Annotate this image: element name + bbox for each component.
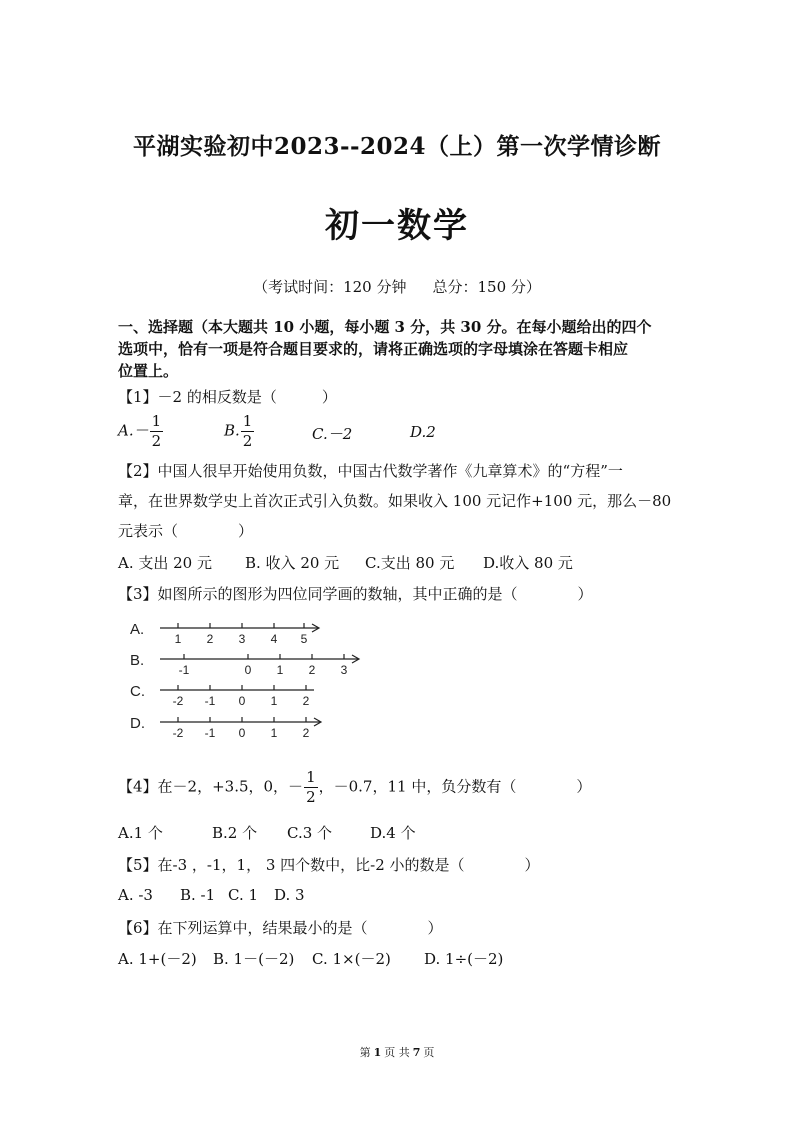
q4-option-c: C.3 个 (287, 824, 333, 842)
page-footer: 第 1 页 共 7 页 (359, 1046, 435, 1059)
q2-option-c: C.支出 80 元 (365, 554, 455, 572)
number-lines-figure (128, 614, 368, 754)
tick-label: 0 (244, 663, 252, 677)
tick-label: 1 (270, 694, 278, 708)
page-total: 7 (412, 1046, 421, 1059)
q4-option-a: A.1 个 (118, 824, 163, 842)
q1-stem: 【1】－2 的相反数是（ ） (118, 388, 337, 406)
q6-option-d: D. 1÷(－2) (424, 950, 504, 968)
q2-line1: 【2】中国人很早开始使用负数，中国古代数学著作《九章算术》的“方程”一 (118, 462, 623, 480)
tick-label: -1 (204, 694, 216, 708)
tick-label: -2 (172, 694, 184, 708)
q1-option-a: A.－ $\frac{1}{2}$ (118, 412, 162, 450)
section-heading-line2: 选项中，恰有一项是符合题目要求的，请将正确选项的字母填涂在答题卡相应 (118, 340, 629, 358)
fraction: $\frac{1}{2}$ (306, 768, 316, 806)
q5-option-b: B. -1 (180, 886, 216, 904)
section-heading-line3: 位置上。 (118, 362, 179, 380)
numline-c-label: C. (130, 683, 145, 700)
school-title: 平湖实验初中2023--2024（上）第一次学情诊断 (132, 133, 662, 160)
q5-option-a: A. -3 (118, 886, 153, 904)
tick-label: 4 (270, 632, 278, 646)
exam-info (0, 276, 794, 297)
numline-a-label: A. (130, 621, 145, 638)
tick-label: 0 (238, 726, 246, 740)
q2-option-b: B. 收入 20 元 (245, 554, 340, 572)
q3-stem: 【3】如图所示的图形为四位同学画的数轴，其中正确的是（ ） (118, 585, 593, 603)
q6-option-b: B. 1－(－2) (213, 950, 295, 968)
tick-label: -2 (172, 726, 184, 740)
tick-label: 3 (238, 632, 246, 646)
fraction: $\frac{1}{2}$ (151, 412, 162, 450)
q4-option-b: B.2 个 (212, 824, 258, 842)
q5-option-d: D. 3 (274, 886, 305, 904)
q1-option-d: D.2 (410, 423, 436, 441)
tick-label: 2 (302, 694, 310, 708)
tick-label: -1 (178, 663, 190, 677)
number-lines-svg (128, 614, 368, 754)
q4-stem: 【4】在－2，+3.5，0，－ $\frac{1}{2}$ ，－0.7，11 中，负分数有（ ） (118, 768, 592, 806)
page-number: 1 (373, 1046, 382, 1059)
tick-label: 0 (238, 694, 246, 708)
q6-option-c: C. 1×(－2) (312, 950, 391, 968)
total-score: 总分：150 分） (432, 278, 541, 296)
q6-option-a: A. 1+(－2) (118, 950, 197, 968)
tick-label: 1 (270, 726, 278, 740)
q2-line3: 元表示（ ） (118, 522, 254, 540)
q2-option-d: D.收入 80 元 (483, 554, 573, 572)
section-heading-line1: 一、选择题（本大题共 10 小题，每小题 3 分，共 30 分。在每小题给出的四个 (118, 318, 652, 336)
numline-b-label: B. (130, 652, 145, 669)
tick-label: 2 (308, 663, 316, 677)
q5-stem: 【5】在-3 ，-1，1， 3 四个数中，比-2 小的数是（ ） (118, 856, 540, 874)
q5-option-c: C. 1 (228, 886, 259, 904)
q2-option-a: A. 支出 20 元 (118, 554, 212, 572)
tick-label: 1 (276, 663, 284, 677)
tick-label: -1 (204, 726, 216, 740)
tick-label: 2 (302, 726, 310, 740)
exam-time: （考试时间：120 分钟 (253, 278, 407, 296)
q4-option-d: D.4 个 (370, 824, 416, 842)
q2-line2: 章，在世界数学史上首次正式引入负数。如果收入 100 元记作+100 元，那么－80 (118, 492, 672, 510)
subject-title: 初一数学 (325, 206, 469, 246)
tick-label: 1 (174, 632, 182, 646)
fraction: $\frac{1}{2}$ (242, 412, 253, 450)
q1-option-b: B. $\frac{1}{2}$ (224, 412, 253, 450)
numline-d-label: D. (130, 715, 145, 732)
tick-label: 3 (340, 663, 348, 677)
q6-stem: 【6】在下列运算中，结果最小的是（ ） (118, 919, 443, 937)
q1-option-c: C.－2 (312, 425, 353, 443)
tick-label: 2 (206, 632, 214, 646)
tick-label: 5 (300, 632, 308, 646)
